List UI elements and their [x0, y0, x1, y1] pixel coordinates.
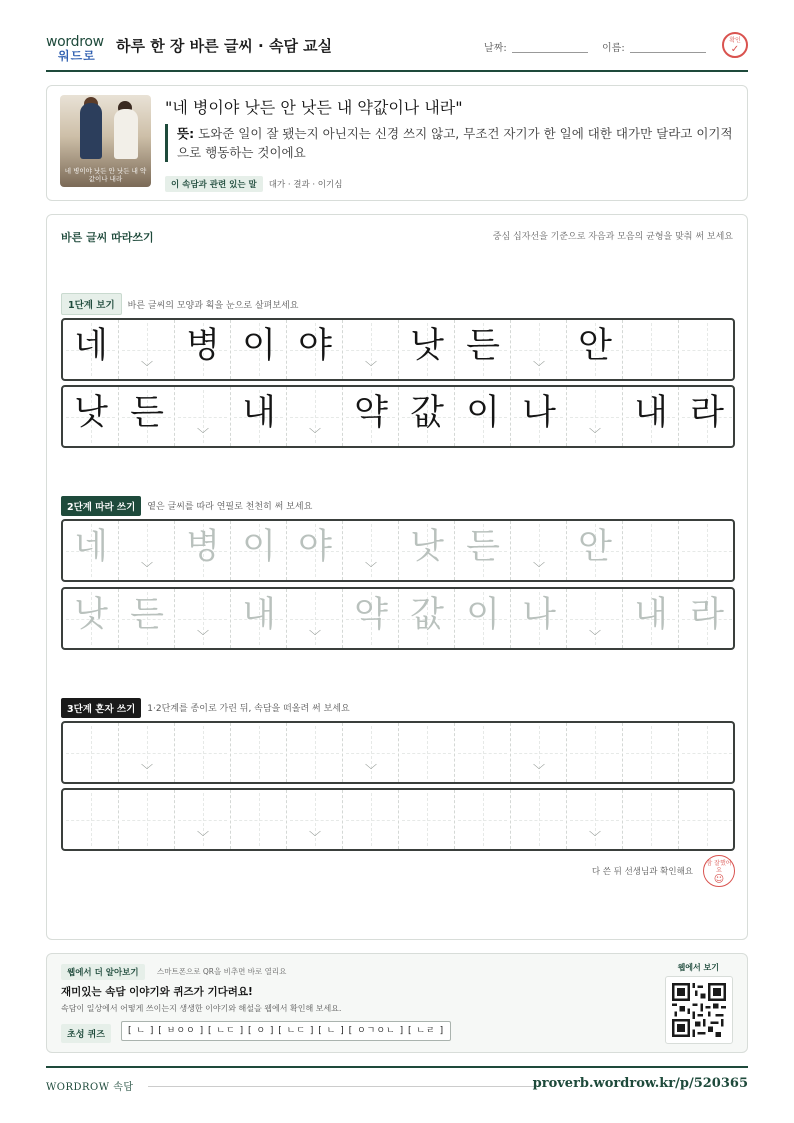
logo-korean-text: 워드로	[58, 49, 96, 63]
step3-description: 1·2단계를 종이로 가린 뒤, 속담을 떠올려 써 보세요	[147, 704, 350, 714]
grid-cell[interactable]	[679, 723, 735, 782]
grid-cell[interactable]	[623, 521, 679, 580]
illustration-caption: 네 병이야 낫든 안 낫든 내 약값이나 내라	[64, 167, 147, 183]
step1-header	[61, 293, 298, 313]
space-mark-icon: ﹀	[588, 629, 601, 643]
quiz-label: 초성 퀴즈	[61, 1024, 111, 1043]
grid-cell[interactable]	[455, 790, 511, 849]
proverb-card	[46, 85, 748, 201]
logo-text: wordrow	[46, 34, 104, 50]
grid-cell[interactable]	[63, 723, 119, 782]
space-mark-icon: ﹀	[308, 427, 321, 441]
practice-character: 안	[578, 326, 612, 366]
practice-character: 든	[130, 595, 164, 635]
space-mark-icon: ﹀	[588, 427, 601, 441]
practice-character: 약	[354, 595, 388, 635]
proverb-illustration	[60, 95, 151, 187]
grid-cell[interactable]	[511, 790, 567, 849]
grid-cell[interactable]	[343, 790, 399, 849]
wordrow-logo	[46, 34, 108, 64]
page-footer	[46, 1066, 748, 1093]
web-section	[46, 953, 748, 1053]
practice-character: 내	[242, 595, 276, 635]
web-tag: 웹에서 더 알아보기	[61, 964, 145, 980]
check-stamp-icon: 확인 ✓	[722, 32, 748, 58]
practice-character: 내	[242, 393, 276, 433]
proverb-text: "네 병이야 낫든 안 낫든 내 약값이나 내라"	[165, 98, 463, 117]
page-title: 하루 한 장 바른 글씨 · 속담 교실	[116, 37, 333, 55]
practice-character: 값	[410, 393, 444, 433]
check-stamp-text: 확인	[729, 37, 741, 44]
grid-cell[interactable]	[231, 790, 287, 849]
practice-character: 나	[522, 595, 556, 635]
grid-cell[interactable]	[679, 521, 735, 580]
date-label: 날짜:	[484, 43, 507, 54]
grid-cell[interactable]	[623, 790, 679, 849]
practice-character: 든	[130, 393, 164, 433]
grid-cell[interactable]	[455, 723, 511, 782]
practice-character: 값	[410, 595, 444, 635]
grid-cell[interactable]	[567, 723, 623, 782]
practice-character: 이	[466, 595, 500, 635]
practice-character: 나	[522, 393, 556, 433]
practice-character: 이	[242, 527, 276, 567]
space-mark-icon: ﹀	[196, 427, 209, 441]
grid-cell[interactable]	[119, 790, 175, 849]
space-mark-icon: ﹀	[364, 763, 377, 777]
footer-url-link[interactable]: proverb.wordrow.kr/p/520365	[532, 1076, 748, 1091]
practice-character: 병	[186, 527, 220, 567]
practice-character: 라	[690, 393, 724, 433]
step1-description: 바른 글씨의 모양과 획을 눈으로 살펴보세요	[127, 300, 299, 311]
initial-consonant-quiz: [ ㄴ ] [ ㅂㅇㅇ ] [ ㄴㄷ ] [ ㅇ ] [ ㄴㄷ ] [ ㄴ ] [ ㅇㄱㅇㄴ ] [ ㄴㄹ ]	[121, 1021, 451, 1041]
step1-row-2	[61, 385, 735, 448]
practice-character: 야	[298, 326, 332, 366]
good-job-stamp-text: 참 잘했어요	[706, 860, 732, 874]
web-headline: 재미있는 속담 이야기와 퀴즈가 기다려요!	[61, 986, 253, 998]
grid-cell[interactable]	[399, 790, 455, 849]
step3-row-2[interactable]	[61, 788, 735, 851]
footer-brand: WORDROW 속담	[46, 1082, 134, 1093]
proverb-meaning	[165, 124, 735, 162]
space-mark-icon: ﹀	[364, 561, 377, 575]
related-label: 이 속담과 관련 있는 말	[165, 176, 263, 192]
space-mark-icon: ﹀	[532, 561, 545, 575]
practice-character: 이	[242, 326, 276, 366]
space-mark-icon: ﹀	[308, 830, 321, 844]
qr-label: 웹에서 보기	[677, 963, 719, 972]
step1-badge: 1단계 보기	[61, 293, 122, 315]
step2-header	[61, 495, 312, 515]
name-label: 이름:	[602, 43, 625, 54]
practice-description: 중심 십자선을 기준으로 자음과 모음의 균형을 맞춰 써 보세요	[492, 232, 733, 242]
space-mark-icon: ﹀	[196, 629, 209, 643]
date-field[interactable]	[512, 52, 588, 53]
practice-character: 네	[74, 326, 108, 366]
space-mark-icon: ﹀	[140, 763, 153, 777]
step3-badge: 3단계 혼자 쓰기	[61, 698, 141, 718]
practice-character: 낫	[410, 527, 444, 567]
step2-description: 옅은 글씨를 따라 연필로 천천히 써 보세요	[147, 502, 313, 512]
grid-cell[interactable]	[679, 790, 735, 849]
grid-cell[interactable]	[287, 723, 343, 782]
grid-cell[interactable]	[63, 790, 119, 849]
grid-cell[interactable]	[399, 723, 455, 782]
practice-character: 든	[466, 527, 500, 567]
grid-cell[interactable]	[175, 723, 231, 782]
step1-row-1	[61, 318, 735, 381]
practice-character: 든	[466, 326, 500, 366]
meaning-label: 뜻:	[177, 126, 195, 141]
space-mark-icon: ﹀	[140, 360, 153, 374]
practice-character: 내	[634, 393, 668, 433]
space-mark-icon: ﹀	[308, 629, 321, 643]
practice-character: 네	[74, 527, 108, 567]
practice-character: 라	[690, 595, 724, 635]
practice-character: 안	[578, 527, 612, 567]
practice-character: 야	[298, 527, 332, 567]
practice-character: 병	[186, 326, 220, 366]
practice-character: 내	[634, 595, 668, 635]
web-subtext: 속담이 일상에서 어떻게 쓰이는지 생생한 이야기와 해설을 웹에서 확인해 보세요.	[61, 1004, 342, 1013]
page-header	[46, 30, 748, 72]
grid-cell	[623, 320, 679, 379]
grid-cell[interactable]	[231, 723, 287, 782]
practice-title: 바른 글씨 따라쓰기	[61, 231, 154, 244]
grid-cell[interactable]	[623, 723, 679, 782]
step2-row-2[interactable]	[61, 587, 735, 650]
practice-character: 이	[466, 393, 500, 433]
space-mark-icon: ﹀	[532, 763, 545, 777]
step2-badge: 2단계 따라 쓰기	[61, 496, 141, 516]
practice-character: 낫	[74, 595, 108, 635]
name-field[interactable]	[630, 52, 706, 53]
related-words	[165, 176, 342, 192]
step2-row-1[interactable]	[61, 519, 735, 582]
qr-hint: 스마트폰으로 QR을 비추면 바로 열리요	[157, 967, 287, 976]
confirm-text: 다 쓴 뒤 선생님과 확인해요	[591, 867, 693, 877]
space-mark-icon: ﹀	[364, 360, 377, 374]
related-words-list: 대가 · 결과 · 이기심	[268, 180, 343, 190]
practice-character: 낫	[74, 393, 108, 433]
space-mark-icon: ﹀	[532, 360, 545, 374]
practice-character: 낫	[410, 326, 444, 366]
good-job-stamp-icon: 참 잘했어요 ☺	[703, 855, 735, 887]
qr-code-graphic	[672, 983, 726, 1037]
qr-code-icon[interactable]	[665, 976, 733, 1044]
handwriting-practice	[46, 214, 748, 940]
step3-header	[61, 697, 350, 717]
space-mark-icon: ﹀	[588, 830, 601, 844]
space-mark-icon: ﹀	[196, 830, 209, 844]
meaning-text: 도와준 일이 잘 됐는지 아닌지는 신경 쓰지 않고, 무조건 자기가 한 일에 대한 대가만 달라고 이기적으로 행동하는 것이에요	[177, 126, 733, 160]
space-mark-icon: ﹀	[140, 561, 153, 575]
grid-cell	[679, 320, 735, 379]
footer-divider	[148, 1086, 538, 1087]
step3-row-1[interactable]	[61, 721, 735, 784]
practice-character: 약	[354, 393, 388, 433]
